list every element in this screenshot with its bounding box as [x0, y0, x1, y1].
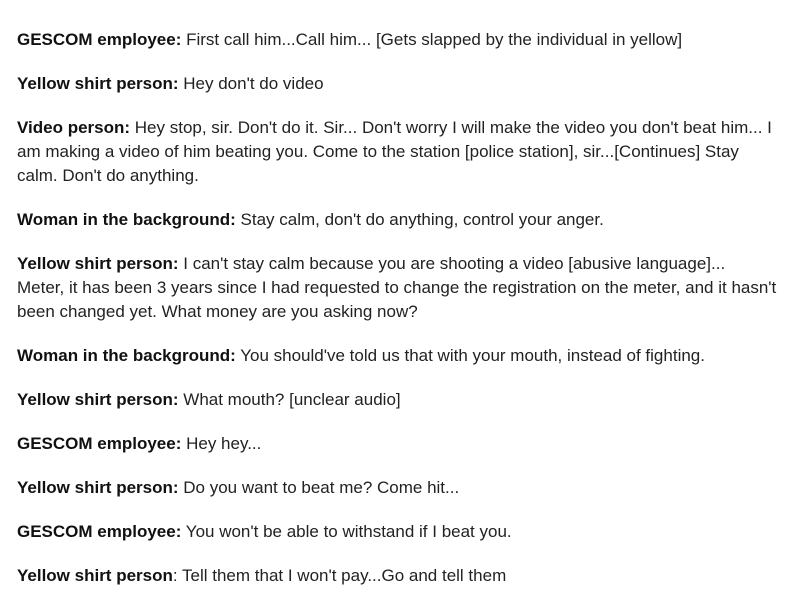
line-text: Do you want to beat me? Come hit... — [178, 478, 460, 497]
transcript-line — [17, 72, 777, 96]
transcript-line — [17, 476, 777, 500]
line-text: Hey don't do video — [178, 74, 324, 93]
transcript-line — [17, 208, 777, 232]
transcript-line — [17, 116, 777, 188]
speaker-label: Video person: — [17, 118, 131, 137]
speaker-label: Woman in the background: — [17, 346, 236, 365]
line-text: Hey hey... — [181, 434, 262, 453]
transcript-line — [17, 28, 777, 52]
speaker-label: GESCOM employee: — [17, 434, 182, 453]
line-text: Tell them that I won't pay...Go and tell them — [177, 566, 507, 585]
speaker-label: GESCOM employee: — [17, 30, 182, 49]
speaker-label: Yellow shirt person: — [17, 478, 179, 497]
transcript-line — [17, 252, 777, 324]
speaker-label: Yellow shirt person — [17, 566, 173, 585]
speaker-label: Woman in the background: — [17, 210, 236, 229]
transcript-line — [17, 432, 777, 456]
line-text: Hey stop, sir. Don't do it. Sir... Don't worry I will make the video you don't beat him... I am making a video of him beating you. Come to the station [police station], sir...[Continues] Stay calm. Don't do anything. — [17, 118, 772, 185]
speaker-colon: : — [172, 566, 178, 585]
transcript-line — [17, 520, 777, 544]
transcript-line — [17, 388, 777, 412]
speaker-label: Yellow shirt person: — [17, 254, 179, 273]
line-text: First call him...Call him... [Gets slapped by the individual in yellow] — [181, 30, 683, 49]
transcript-line — [17, 344, 777, 368]
speaker-label: Yellow shirt person: — [17, 390, 179, 409]
speaker-label: Yellow shirt person: — [17, 74, 179, 93]
speaker-label: GESCOM employee: — [17, 522, 182, 541]
line-text: What mouth? [unclear audio] — [178, 390, 401, 409]
line-text: I can't stay calm because you are shooting a video [abusive language]... Meter, it has been 3 years since I had requested to change the registration on the meter, and it hasn't been changed yet. What money are you asking now? — [17, 254, 777, 321]
line-text: You won't be able to withstand if I beat you. — [181, 522, 512, 541]
line-text: Stay calm, don't do anything, control your anger. — [235, 210, 604, 229]
line-text: You should've told us that with your mouth, instead of fighting. — [235, 346, 705, 365]
transcript — [17, 28, 777, 588]
transcript-line — [17, 564, 777, 588]
